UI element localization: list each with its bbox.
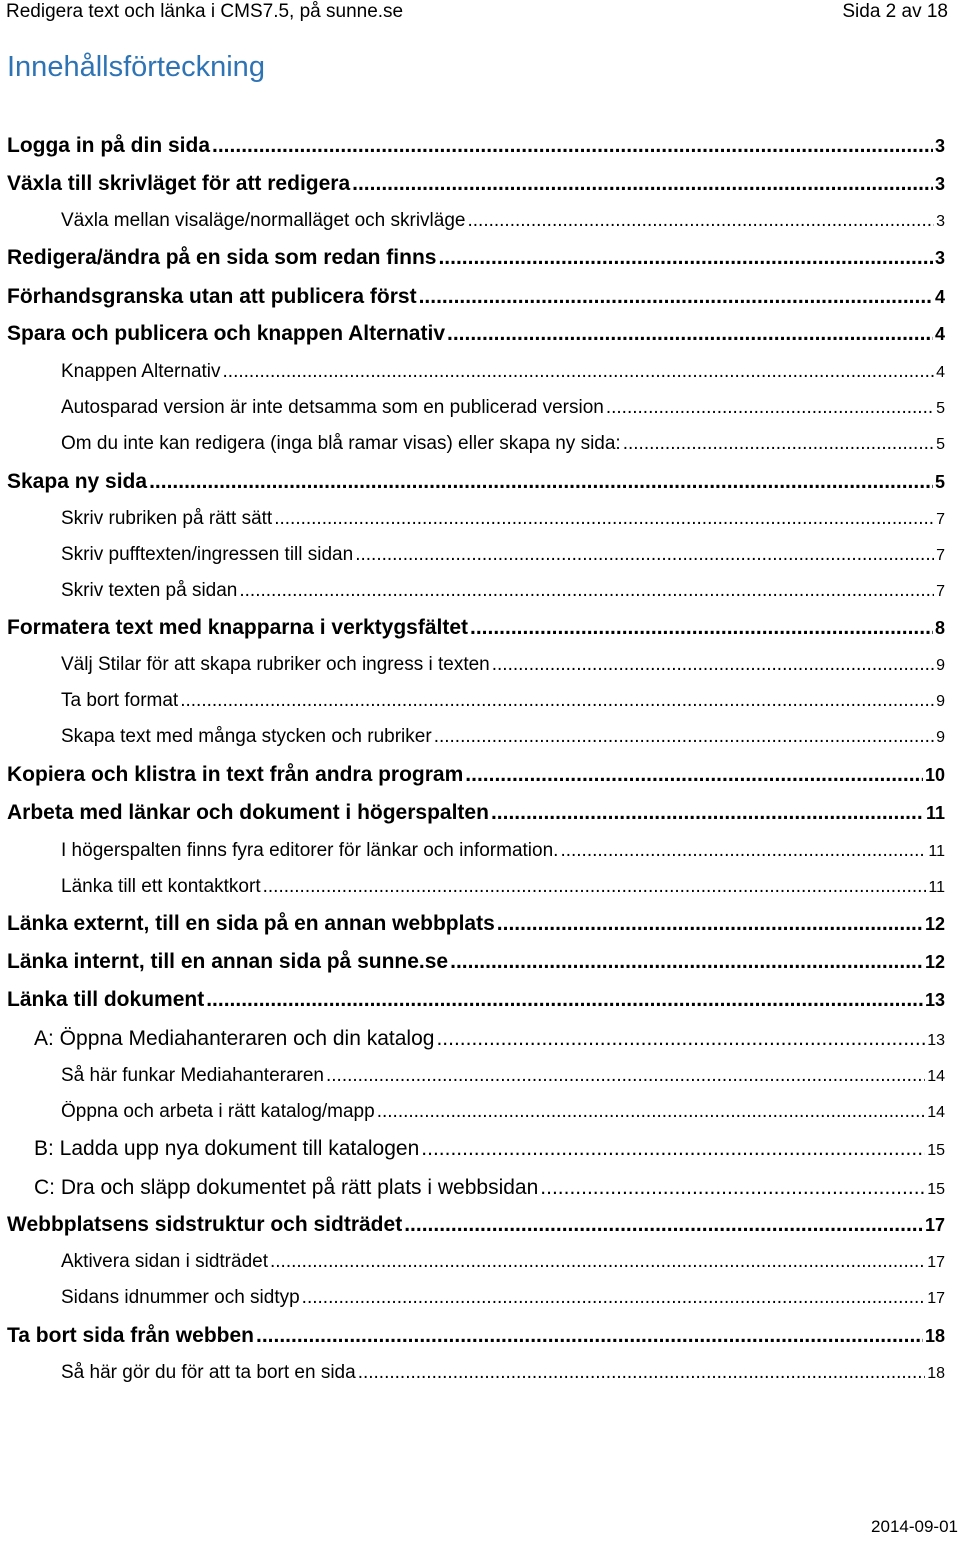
toc-entry[interactable] (61, 1251, 945, 1273)
toc-entry[interactable] (7, 616, 945, 640)
page-number: Sida 2 av 18 (842, 1, 948, 22)
toc-entry-page: 12 (924, 952, 945, 972)
toc-entry-page: 12 (924, 914, 945, 934)
toc-entry[interactable] (61, 397, 945, 419)
toc-entry[interactable] (34, 1176, 945, 1200)
toc-leader-dots (302, 1287, 926, 1309)
toc-leader-dots (497, 912, 923, 936)
toc-leader-dots (560, 840, 926, 862)
toc-entry-title: C: Dra och släpp dokumentet på rätt plats i webbsidan (34, 1176, 539, 1199)
toc-entry-page: 5 (934, 472, 945, 492)
toc-entry-page: 10 (924, 765, 945, 785)
toc-entry-title: Skapa ny sida (7, 470, 148, 493)
toc-leader-dots (352, 172, 933, 196)
toc-entry-title: Redigera/ändra på en sida som redan finns (7, 246, 437, 269)
toc-entry[interactable] (7, 801, 945, 825)
footer-date: 2014-09-01 (871, 1517, 958, 1536)
toc-entry-title: Öppna och arbeta i rätt katalog/mapp (61, 1101, 375, 1122)
toc-entry[interactable] (61, 210, 945, 232)
page-header (6, 0, 948, 26)
toc-entry[interactable] (7, 763, 945, 787)
toc-entry-page: 3 (934, 174, 945, 194)
toc-entry-page: 11 (925, 803, 945, 823)
toc-entry-title: Förhandsgranska utan att publicera först (7, 285, 417, 308)
toc-entry[interactable] (7, 285, 945, 309)
toc-entry-title: Sidans idnummer och sidtyp (61, 1287, 300, 1308)
toc-entry-title: Länka externt, till en sida på en annan webbplats (7, 912, 495, 935)
toc-entry-page: 11 (928, 843, 945, 860)
toc-leader-dots (491, 801, 924, 825)
toc-leader-dots (404, 1213, 923, 1237)
toc-entry-title: Så här funkar Mediahanteraren (61, 1065, 324, 1086)
toc-entry-title: Länka internt, till en annan sida på sunne.se (7, 950, 449, 973)
toc-leader-dots (470, 616, 933, 640)
toc-entry-title: Välj Stilar för att skapa rubriker och ingress i texten (61, 654, 490, 675)
toc-entry-title: Ta bort sida från webben (7, 1324, 254, 1347)
toc-leader-dots (239, 580, 934, 602)
toc-entry[interactable] (61, 433, 945, 455)
toc-entry-page: 17 (927, 1254, 945, 1271)
toc-entry-page: 9 (936, 729, 945, 746)
toc-leader-dots (274, 508, 934, 530)
toc-entry[interactable] (34, 1027, 945, 1051)
toc-entry-page: 3 (934, 136, 945, 156)
toc-leader-dots (270, 1251, 925, 1273)
toc-leader-dots (149, 470, 933, 494)
toc-leader-dots (540, 1176, 925, 1200)
toc-entry-page: 3 (936, 213, 945, 230)
toc-leader-dots (263, 876, 927, 898)
toc-leader-dots (326, 1065, 925, 1087)
toc-entry-title: Skriv texten på sidan (61, 580, 238, 601)
toc-leader-dots (180, 690, 934, 712)
toc-entry-title: Om du inte kan redigera (inga blå ramar visas) eller skapa ny sida: (61, 433, 621, 454)
toc-leader-dots (358, 1362, 926, 1384)
toc-entry-title: Länka till ett kontaktkort (61, 876, 261, 897)
toc-entry[interactable] (7, 988, 945, 1012)
toc-leader-dots (212, 134, 933, 158)
toc-entry-title: Skriv pufftexten/ingressen till sidan (61, 544, 354, 565)
toc-leader-dots (450, 950, 923, 974)
toc-entry[interactable] (7, 912, 945, 936)
toc-entry-page: 5 (936, 436, 945, 453)
toc-entry[interactable] (61, 580, 945, 602)
toc-entry-title: Kopiera och klistra in text från andra program (7, 763, 464, 786)
toc-leader-dots (206, 988, 923, 1012)
toc-entry[interactable] (7, 1213, 945, 1237)
toc-leader-dots (606, 397, 934, 419)
toc-entry-page: 15 (927, 1181, 945, 1198)
toc-entry-page: 14 (927, 1068, 945, 1085)
toc-entry[interactable] (61, 726, 945, 748)
toc-entry-page: 7 (936, 547, 945, 564)
toc-entry[interactable] (7, 322, 945, 346)
toc-entry[interactable] (61, 1362, 945, 1384)
toc-entry[interactable] (61, 1065, 945, 1087)
toc-leader-dots (434, 726, 934, 748)
toc-entry-page: 15 (927, 1142, 945, 1159)
toc-entry-page: 8 (934, 618, 945, 638)
toc-entry-title: A: Öppna Mediahanteraren och din katalog (34, 1027, 435, 1050)
toc-entry[interactable] (61, 654, 945, 676)
toc-entry-title: Länka till dokument (7, 988, 205, 1011)
toc-entry[interactable] (61, 1287, 945, 1309)
toc-entry-page: 5 (936, 400, 945, 417)
toc-entry[interactable] (61, 690, 945, 712)
toc-entry[interactable] (7, 246, 945, 270)
toc-entry-page: 18 (927, 1365, 945, 1382)
toc-leader-dots (223, 361, 935, 383)
toc-entry[interactable] (61, 508, 945, 530)
toc-entry-title: Aktivera sidan i sidträdet (61, 1251, 268, 1272)
toc-entry[interactable] (61, 840, 945, 862)
toc-entry-page: 4 (936, 364, 945, 381)
toc-entry-page: 9 (936, 657, 945, 674)
toc-leader-dots (438, 246, 933, 270)
toc-entry-title: Webbplatsens sidstruktur och sidträdet (7, 1213, 403, 1236)
toc-entry-page: 13 (924, 990, 945, 1010)
toc-leader-dots (355, 544, 934, 566)
toc-leader-dots (421, 1137, 925, 1161)
toc-entry-title: B: Ladda upp nya dokument till katalogen (34, 1137, 420, 1160)
toc-entry-page: 4 (934, 287, 945, 307)
toc-entry-title: Skapa text med många stycken och rubriker (61, 726, 432, 747)
toc-leader-dots (419, 285, 933, 309)
toc-entry[interactable] (61, 361, 945, 383)
toc-entry[interactable] (7, 950, 945, 974)
toc-entry-page: 18 (924, 1326, 945, 1346)
toc-leader-dots (256, 1324, 923, 1348)
toc-entry-page: 13 (927, 1032, 945, 1049)
toc-entry-title: Arbeta med länkar och dokument i högerspalten (7, 801, 489, 824)
toc-leader-dots (377, 1101, 926, 1123)
toc-entry[interactable] (61, 1101, 945, 1123)
toc-entry-title: Autosparad version är inte detsamma som en publicerad version (61, 397, 604, 418)
toc-entry-title: Spara och publicera och knappen Alternativ (7, 322, 445, 345)
toc-entry[interactable] (61, 876, 945, 898)
toc-entry-title: Ta bort format (61, 690, 179, 711)
toc-entry-page: 7 (936, 511, 945, 528)
toc-entry-title: Knappen Alternativ (61, 361, 221, 382)
toc-heading: Innehållsförteckning (7, 51, 265, 83)
toc-entry-page: 3 (934, 248, 945, 268)
toc-leader-dots (465, 763, 923, 787)
toc-entry[interactable] (61, 544, 945, 566)
toc-entry-page: 7 (936, 583, 945, 600)
toc-entry-page: 17 (927, 1290, 945, 1307)
toc-leader-dots (492, 654, 934, 676)
toc-entry[interactable] (7, 1324, 945, 1348)
toc-entry-page: 9 (936, 693, 945, 710)
toc-entry-title: Så här gör du för att ta bort en sida (61, 1362, 356, 1383)
toc-entry-title: Växla mellan visaläge/normalläget och skrivläge (61, 210, 466, 231)
toc-entry-title: Formatera text med knapparna i verktygsfältet (7, 616, 468, 639)
toc-entry-page: 4 (934, 324, 945, 344)
toc-entry-title: Skriv rubriken på rätt sätt (61, 508, 273, 529)
toc-entry-title: Växla till skrivläget för att redigera (7, 172, 351, 195)
toc-entry[interactable] (34, 1137, 945, 1161)
toc-leader-dots (467, 210, 934, 232)
toc-entry-title: Logga in på din sida (7, 134, 211, 157)
toc-entry[interactable] (7, 134, 945, 158)
toc-entry-page: 17 (924, 1215, 945, 1235)
toc-entry[interactable] (7, 470, 945, 494)
toc-leader-dots (447, 322, 933, 346)
document-title: Redigera text och länka i CMS7.5, på sunne.se (6, 1, 404, 22)
toc-entry-page: 11 (928, 879, 945, 896)
toc-entry-page: 14 (927, 1104, 945, 1121)
toc-entry-title: I högerspalten finns fyra editorer för länkar och information. (61, 840, 559, 861)
toc-leader-dots (436, 1027, 925, 1051)
toc-entry[interactable] (7, 172, 945, 196)
toc-leader-dots (623, 433, 934, 455)
